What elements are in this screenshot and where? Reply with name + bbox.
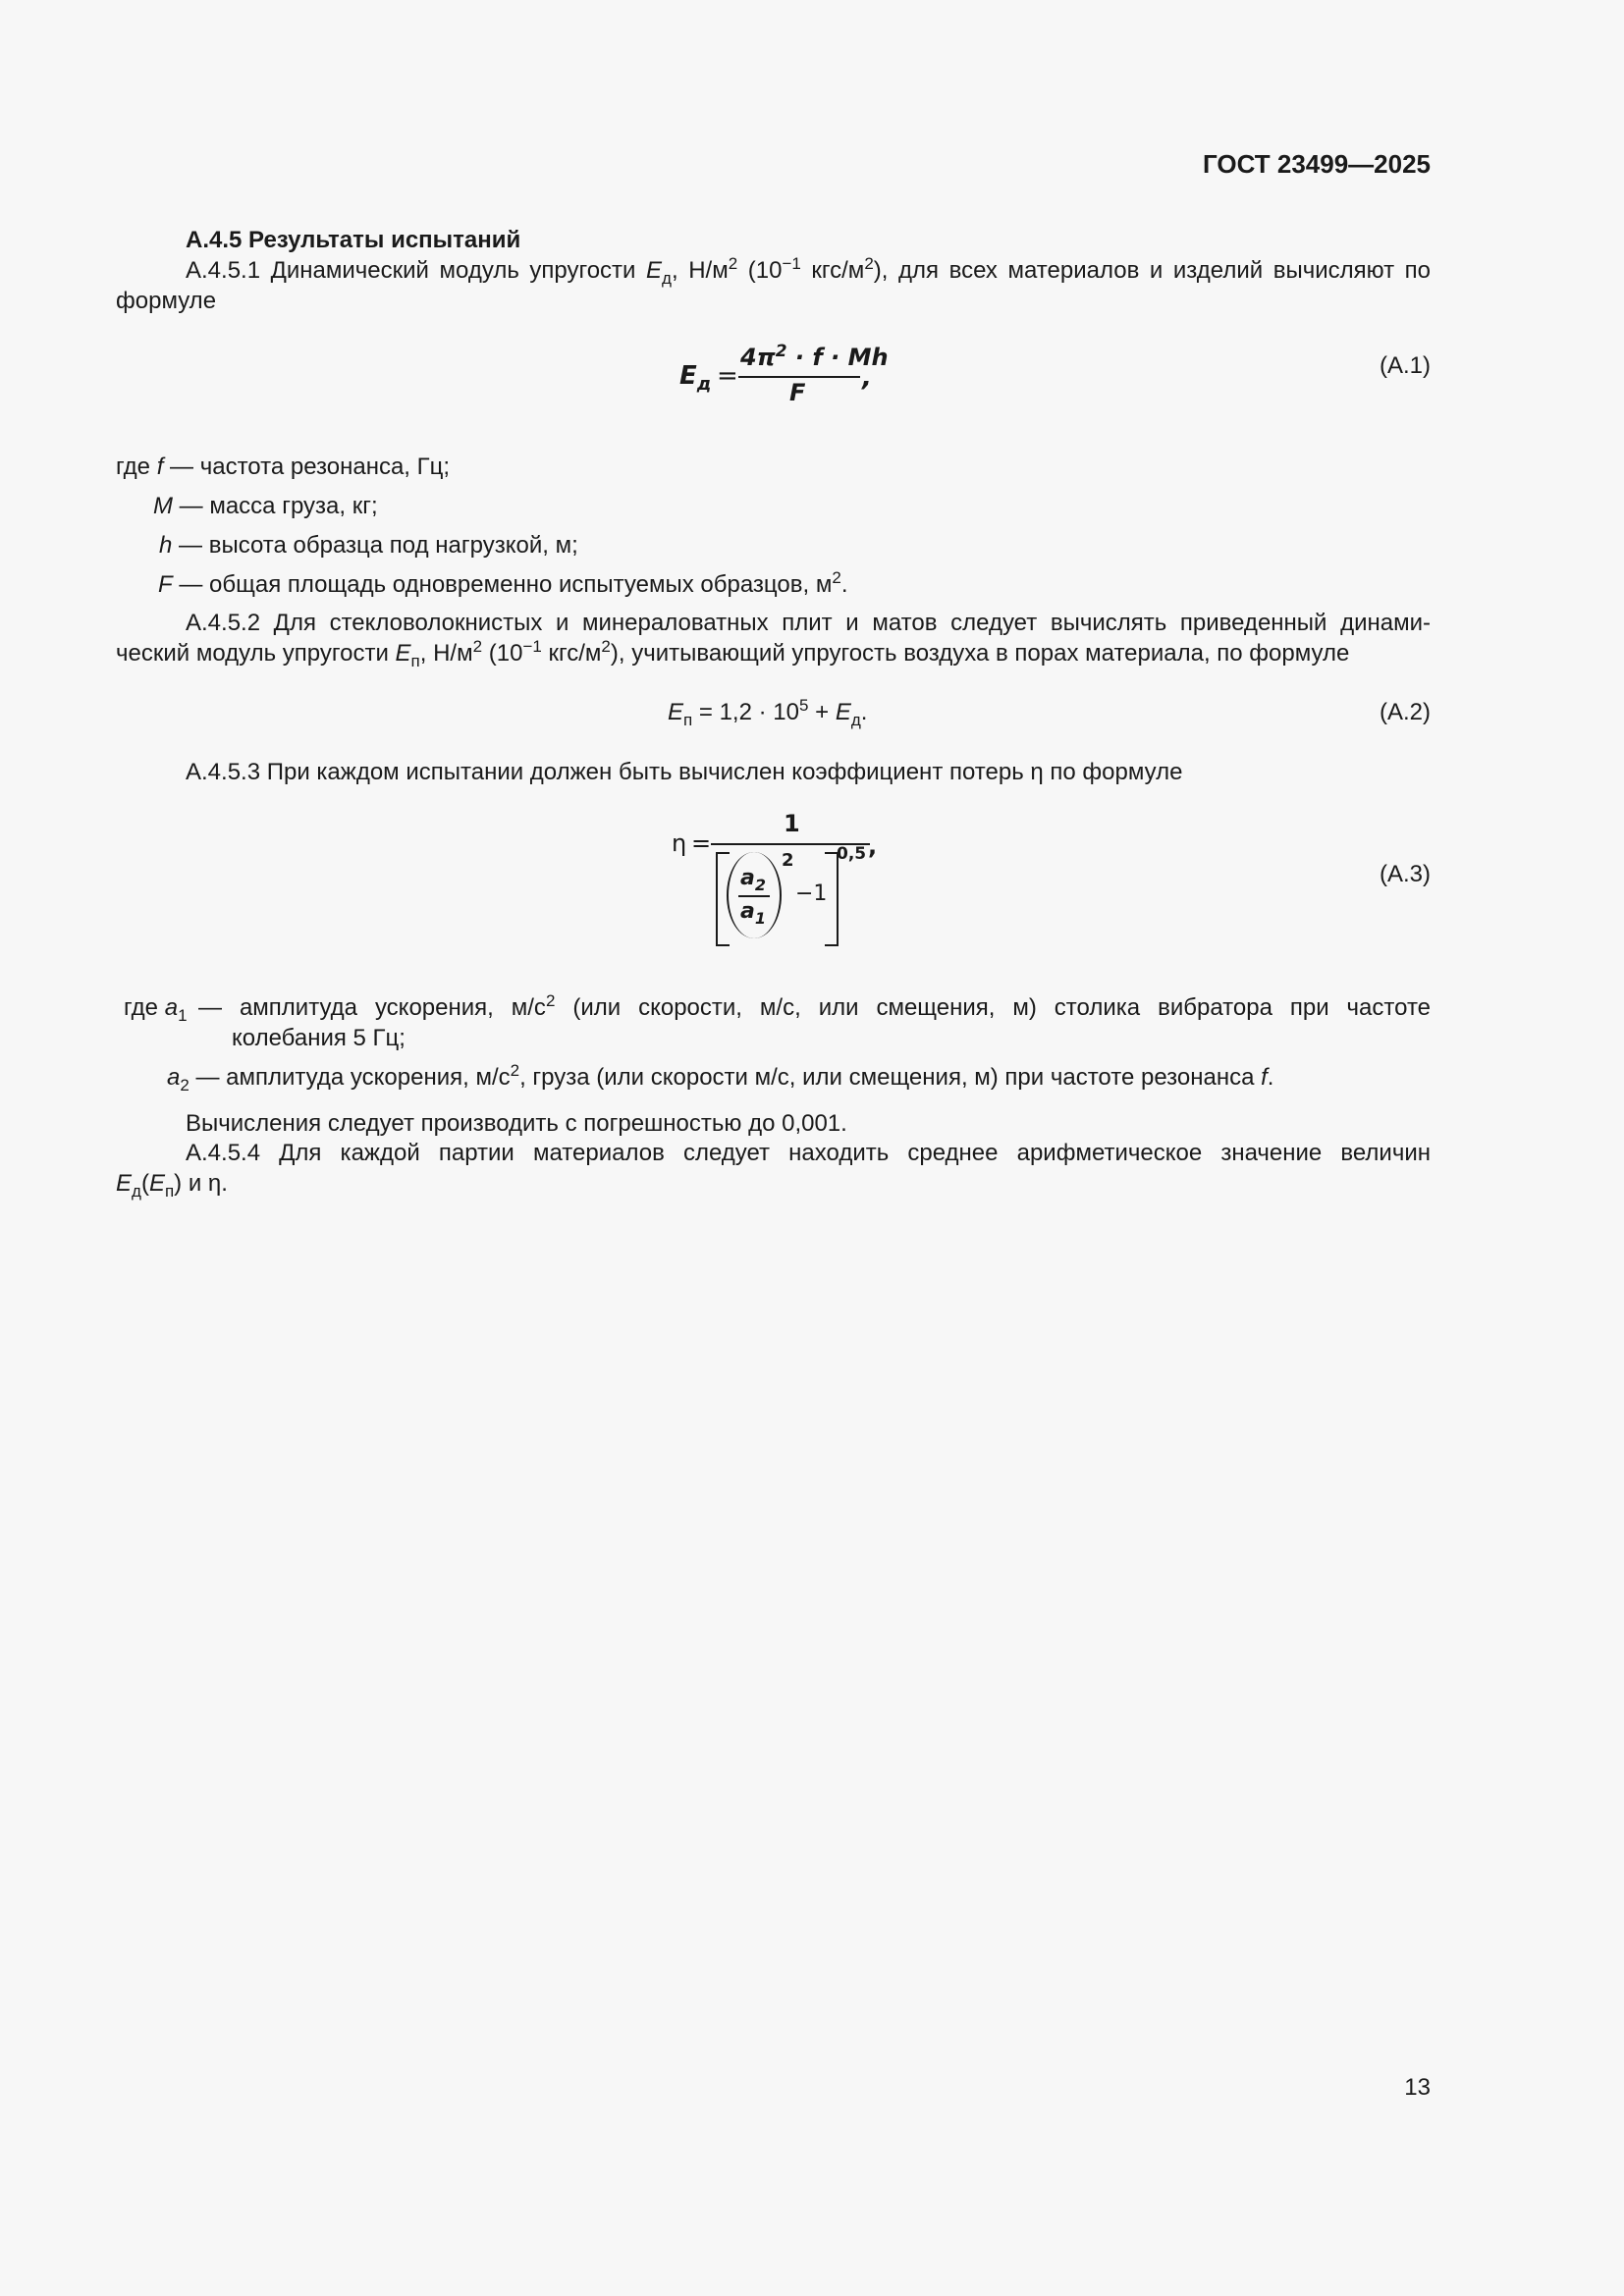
- equation-number-a3: (А.3): [1379, 861, 1431, 887]
- legend-a1-continuation: колебания 5 Гц;: [232, 1025, 406, 1051]
- section-title: А.4.5 Результаты испытаний: [186, 227, 521, 253]
- document-id: ГОСТ 23499—2025: [1203, 149, 1431, 179]
- legend-F: F — общая площадь одновременно испытуемых образцов, $м^2$.: [158, 568, 848, 598]
- paragraph-precision: Вычисления следует производить с погрешностью до 0,001.: [186, 1110, 847, 1137]
- legend-a2: $a_2$ — амплитуда ускорения, $м/с^2$, груза (или скорости м/с, или смещения, м) при частоте резонанса f.: [167, 1061, 1274, 1095]
- legend-a1-lead: где $a_1$: [124, 994, 188, 1025]
- paragraph-a452-line2: ческий модуль упругости $E_п$, $Н/м^2$ ($10^{-1}$ кгс/$м^2$), учитывающий упругость воздуха в порах материала, по формуле: [116, 637, 1350, 670]
- paragraph-a452-line1: А.4.5.2 Для стекловолокнистых и минераловатных плит и матов следует вычислять приведенный динами-: [186, 610, 1431, 636]
- legend-h: h — высота образца под нагрузкой, м;: [159, 532, 578, 559]
- paragraph-a453: А.4.5.3 При каждом испытании должен быть вычислен коэффициент потерь η по формуле: [186, 759, 1183, 785]
- paragraph-a451-line1: А.4.5.1 Динамический модуль упругости $E_д$, $Н/м^2$ ($10^{-1}$ кгс/$м^2$), для всех материалов и изделий вычисляют по: [186, 254, 1431, 288]
- legend-f: где f — частота резонанса, Гц;: [116, 454, 451, 480]
- paragraph-a454-line1: А.4.5.4 Для каждой партии материалов следует находить среднее арифметическое значение величин: [186, 1140, 1431, 1166]
- equation-a2: $E_п = 1,2 \cdot 10^5 + E_д$.: [668, 696, 868, 729]
- legend-m: M — масса груза, кг;: [153, 493, 378, 519]
- page-number: 13: [1404, 2074, 1431, 2101]
- paragraph-a454-line2: $E_д(E_п)$ и η.: [116, 1170, 228, 1201]
- legend-a1-text: — амплитуда ускорения, $м/с^2$ (или скорости, м/с, или смещения, м) столика вибратора при частоте: [198, 991, 1432, 1021]
- paragraph-a451-line2: формуле: [116, 288, 217, 314]
- equation-number-a1: (А.1): [1379, 352, 1431, 379]
- equation-number-a2: (А.2): [1379, 699, 1431, 725]
- document-page: ГОСТ 23499—2025 А.4.5 Результаты испытаний А.4.5.1 Динамический модуль упругости $E_д$, $Н/м^2$ ($10^{-1}$ кгс/$м^2$), для всех материалов и изделий вычисляют по формуле $E_д$ = $4\pi^2 \cdot f \cdot Mh$ F , (А.1) где f — частота резонанса, Гц; M — масса груза, кг; h — высота образца под нагрузкой, м; F — общая площадь одновременно испытуемых образцов, $м^2$. А.4.5.2 Для стекловолокнистых и минераловатных плит и матов следует вычислять приведенный динами- ческий модуль упругости $E_п$, $Н/м^2$ ($10^{-1}$ кгс/$м^2$), учитывающий упругость воздуха в порах материала, по формуле $E_п = 1,2 \cdot 10^5 + E_д$. (А.2) А.4.5.3 При каждом испытании должен быть вычислен коэффициент потерь η по формуле η = 1 $a_2$ $a_1$ 2 −1 0,5 , (А.3) где $a_1$ — амплитуда ускорения, $м/с^2$ (или скорости, м/с, или смещения, м) столика вибратора при частоте колебания 5 Гц; $a_2$ — амплитуда ускорения, $м/с^2$, груза (или скорости м/с, или смещения, м) при частоте резонанса f. Вычисления следует производить с погрешностью до 0,001. А.4.5.4 Для каждой партии материалов следует находить среднее арифметическое значение величин $E_д(E_п)$ и η. 13: [116, 149, 1432, 2101]
